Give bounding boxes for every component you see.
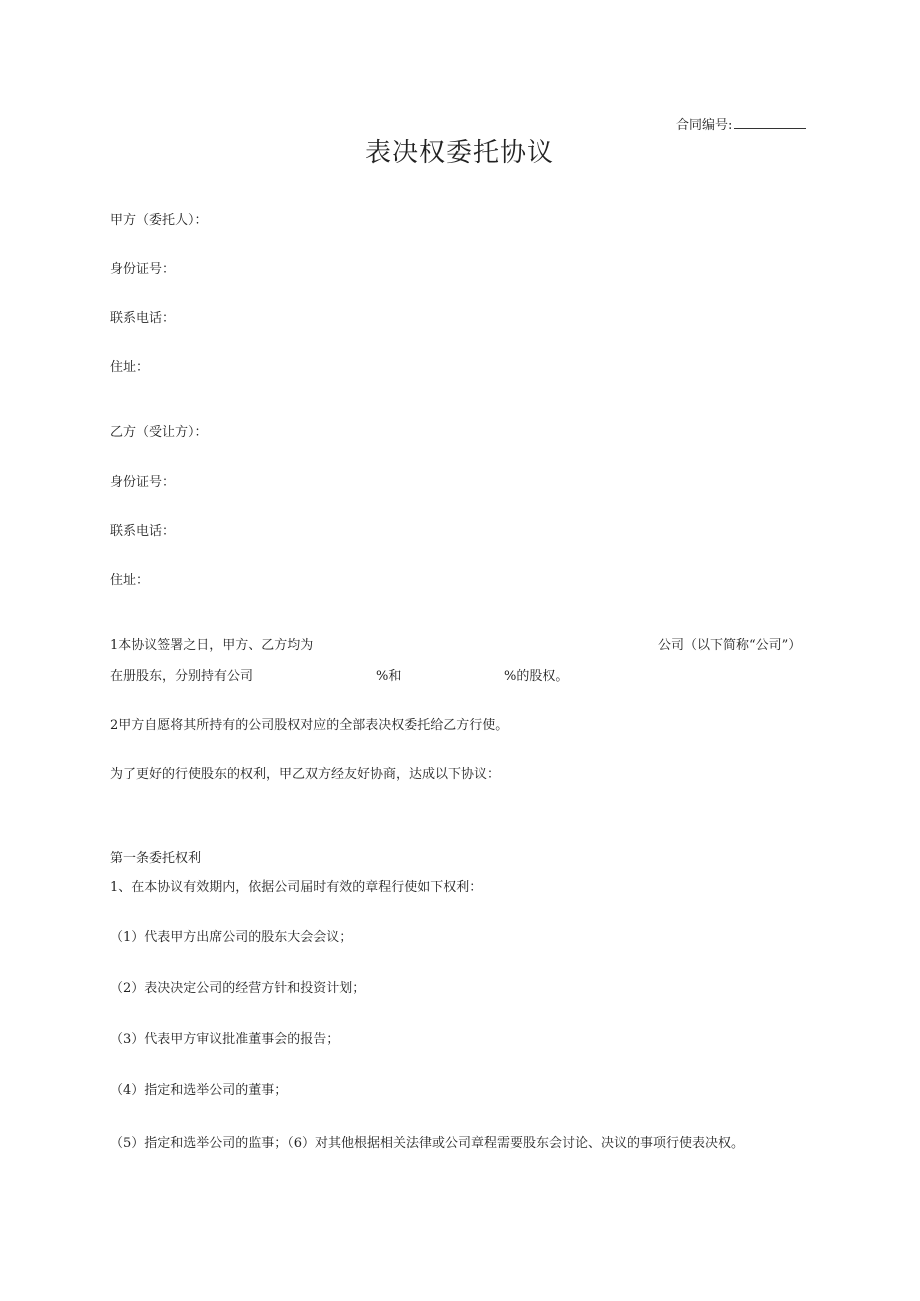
party-a-id-label: 身份证号： [110, 262, 176, 277]
article-1-intro: 1、在本协议有效期内，依据公司届时有效的章程行使如下权利： [110, 880, 483, 895]
party-a-phone-label: 联系电话： [110, 311, 176, 326]
party-b-id-label: 身份证号： [110, 475, 176, 490]
recital-1-pct-and: %和 [376, 669, 402, 684]
recital-2: 2甲方自愿将其所持有的公司股权对应的全部表决权委托给乙方行使。 [110, 718, 509, 733]
contract-number-label: 合同编号: [676, 118, 733, 133]
recital-1-start: 1本协议签署之日，甲方、乙方均为 [110, 638, 314, 653]
party-a-address-label: 住址： [110, 360, 150, 375]
article-1-item: （3）代表甲方审议批准董事会的报告； [110, 1032, 340, 1047]
article-1-heading: 第一条委托权利 [110, 851, 202, 866]
article-1-item: （4）指定和选举公司的董事； [110, 1083, 288, 1098]
page-title: 表决权委托协议 [365, 138, 555, 168]
party-b-address-label: 住址： [110, 573, 150, 588]
article-1-item: （5）指定和选举公司的监事；（6）对其他根据相关法律或公司章程需要股东会讨论、决议的事项行使表决权。 [110, 1136, 745, 1151]
contract-number-row [676, 116, 806, 134]
article-1-item: （1）代表甲方出席公司的股东大会会议； [110, 930, 353, 945]
party-b-heading: 乙方（受让方）： [110, 425, 208, 440]
article-1-item: （2）表决决定公司的经营方针和投资计划； [110, 981, 366, 996]
recital-1-pct-end: %的股权。 [504, 669, 569, 684]
recital-3: 为了更好的行使股东的权利，甲乙双方经友好协商，达成以下协议： [110, 767, 501, 782]
recital-1-company: 公司（以下简称“公司”） [658, 638, 802, 653]
party-b-phone-label: 联系电话： [110, 524, 176, 539]
recital-1-line2-start: 在册股东，分别持有公司 [110, 669, 254, 684]
contract-number-blank [734, 116, 806, 129]
party-a-heading: 甲方（委托人）： [110, 213, 208, 228]
